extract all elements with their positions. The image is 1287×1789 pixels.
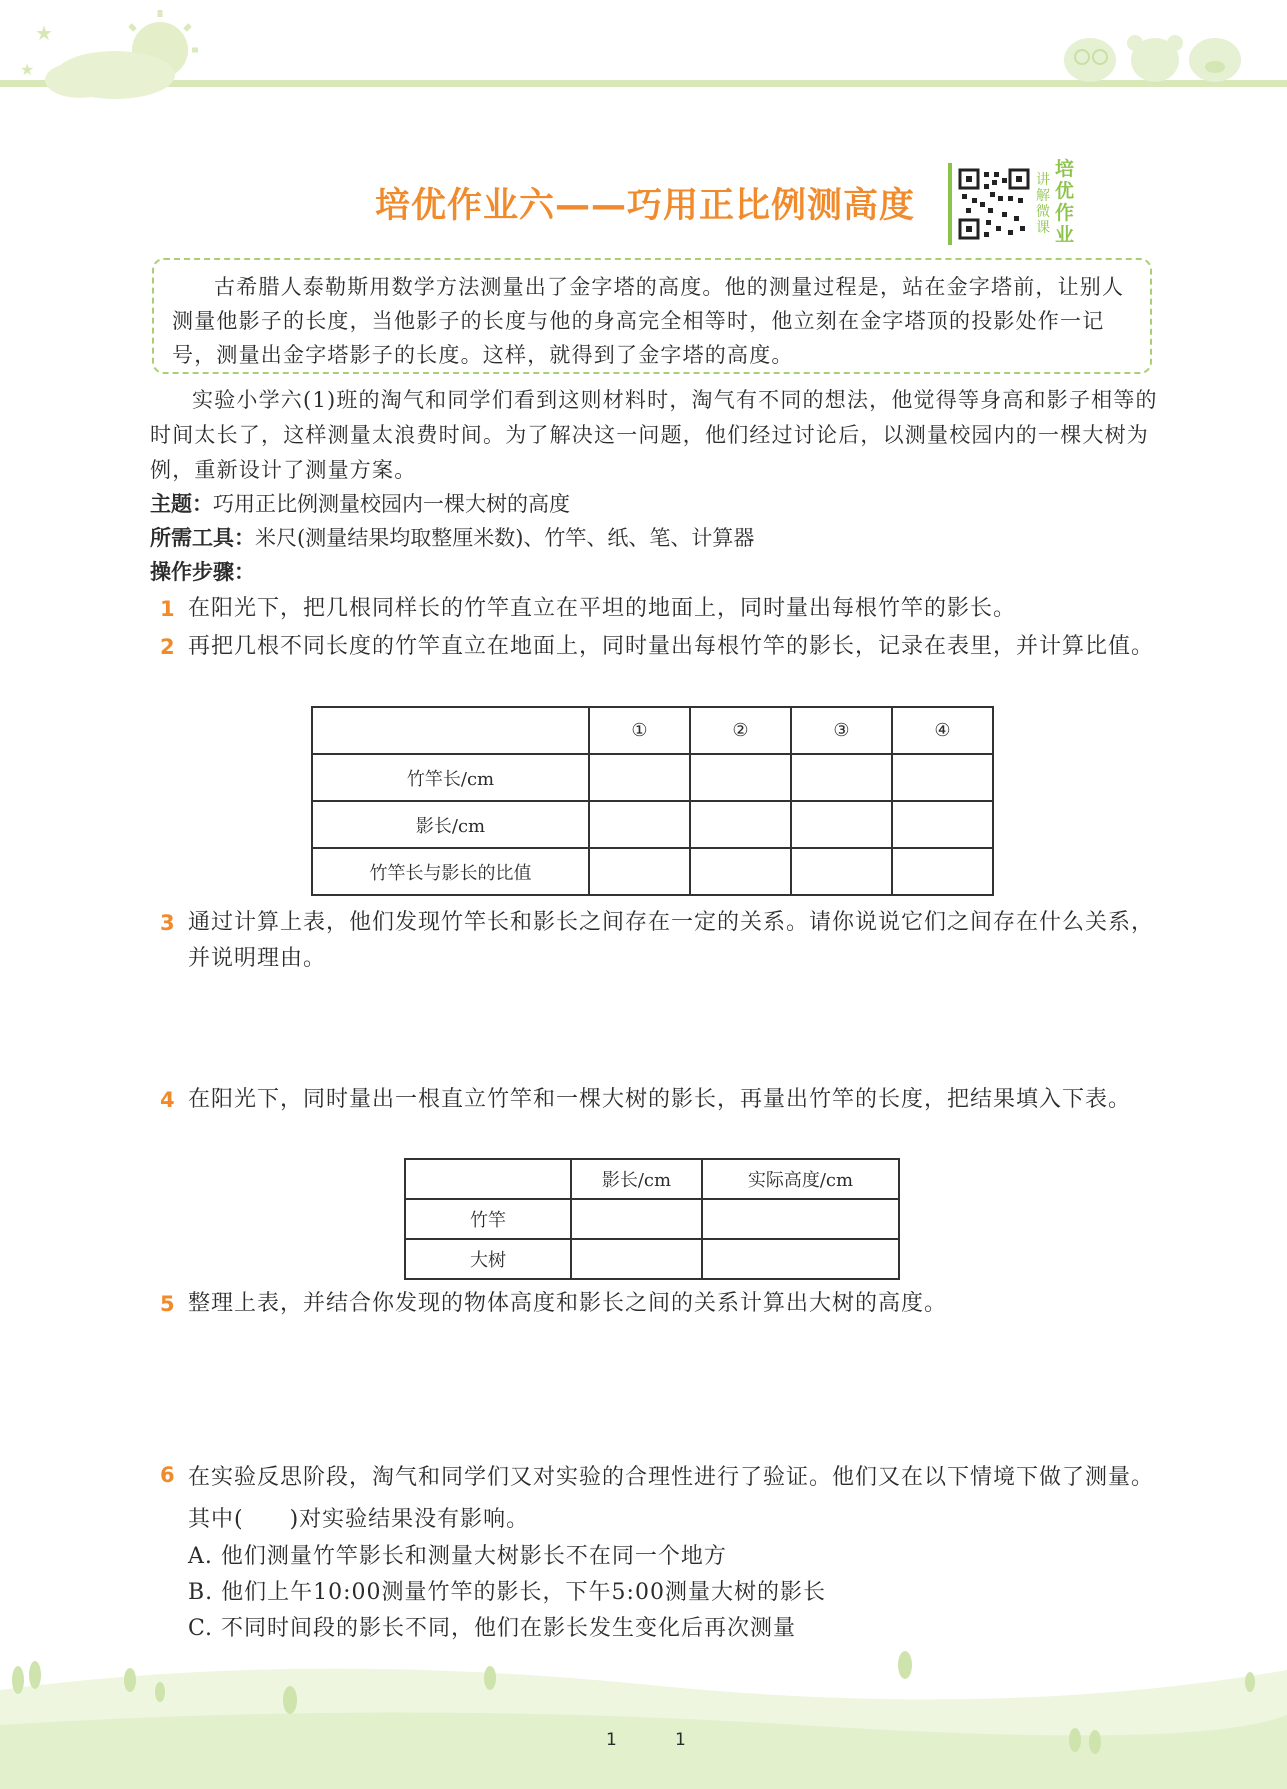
- topic-label: 主题：: [150, 492, 213, 516]
- page-title: 培优作业六——巧用正比例测高度: [375, 186, 916, 226]
- step-text: 在实验反思阶段，淘气和同学们又对实验的合理性进行了验证。他们又在以下情境下做了测量。其中( )对实验结果没有影响。: [188, 1465, 1155, 1532]
- option-c[interactable]: C. 不同时间段的影长不同，他们在影长发生变化后再次测量: [188, 1616, 797, 1641]
- intro-text: 古希腊人泰勒斯用数学方法测量出了金字塔的高度。他的测量过程是，站在金字塔前，让别人测量他影子的长度，当他影子的长度与他的身高完全相等时，他立刻在金字塔顶的投影处作一记号，测量出金字塔影子的长度。这样，就得到了金字塔的高度。: [172, 275, 1125, 367]
- topic-text: 巧用正比例测量校园内一棵大树的高度: [213, 492, 570, 516]
- table-row-label: 竹竿: [405, 1199, 571, 1239]
- topic-line: [150, 487, 570, 521]
- table-header: ②: [690, 707, 791, 754]
- qr-code-frame: [948, 163, 1032, 245]
- table-cell[interactable]: [892, 754, 993, 801]
- tree-shadow-table: [404, 1158, 900, 1280]
- steps-label: 操作步骤：: [150, 560, 255, 584]
- table-cell[interactable]: [690, 754, 791, 801]
- step-number: 3: [160, 911, 175, 935]
- tools-label: 所需工具：: [150, 526, 255, 550]
- step-text: 再把几根不同长度的竹竿直立在地面上，同时量出每根竹竿的影长，记录在表里，并计算比值。: [188, 634, 1155, 659]
- table-row-label: 竹竿长与影长的比值: [312, 848, 589, 895]
- story-text: 实验小学六(1)班的淘气和同学们看到这则材料时，淘气有不同的想法，他觉得等身高和影子相等的时间太长了，这样测量太浪费时间。为了解决这一问题，他们经过讨论后，以测量校园内的一棵大树为例，重新设计了测量方案。: [150, 388, 1158, 482]
- step-number: 5: [160, 1292, 175, 1316]
- bamboo-shadow-table: [311, 706, 994, 896]
- table-cell[interactable]: [791, 801, 892, 848]
- table-row-label: 影长/cm: [312, 801, 589, 848]
- table-header: 实际高度/cm: [702, 1159, 899, 1199]
- step-text: 通过计算上表，他们发现竹竿长和影长之间存在一定的关系。请你说说它们之间存在什么关系，并说明理由。: [188, 910, 1155, 971]
- option-b[interactable]: B. 他们上午10:00测量竹竿的影长，下午5:00测量大树的影长: [188, 1580, 826, 1605]
- table-header: ①: [589, 707, 690, 754]
- table-cell[interactable]: [892, 801, 993, 848]
- qr-label-homework: 培优作业: [1055, 158, 1075, 246]
- table-cell[interactable]: [589, 754, 690, 801]
- qr-label-micro-lesson: 讲解微课: [1036, 172, 1050, 236]
- steps-heading: [150, 555, 255, 589]
- table-cell[interactable]: [702, 1199, 899, 1239]
- sun-cloud-decoration: [10, 5, 200, 115]
- qr-code-icon: [958, 168, 1030, 240]
- table-header: ④: [892, 707, 993, 754]
- table-header: 影长/cm: [571, 1159, 702, 1199]
- animal-faces-decoration: [1060, 25, 1260, 85]
- step-number: 4: [160, 1088, 175, 1112]
- step-number: 1: [160, 597, 175, 621]
- option-a[interactable]: A. 他们测量竹竿影长和测量大树影长不在同一个地方: [188, 1544, 727, 1569]
- tools-text: 米尺(测量结果均取整厘米数)、竹竿、纸、笔、计算器: [255, 526, 755, 550]
- table-cell[interactable]: [571, 1239, 702, 1279]
- table-cell[interactable]: [791, 754, 892, 801]
- svg-text:★: ★: [20, 60, 35, 79]
- table-cell[interactable]: [589, 801, 690, 848]
- step-text: 在阳光下，把几根同样长的竹竿直立在平坦的地面上，同时量出每根竹竿的影长。: [188, 596, 1017, 621]
- table-cell[interactable]: [690, 801, 791, 848]
- table-cell[interactable]: [892, 848, 993, 895]
- table-cell[interactable]: [791, 848, 892, 895]
- step-number: 6: [160, 1463, 175, 1487]
- footer-landscape-decoration: [0, 1630, 1287, 1789]
- table-cell[interactable]: [690, 848, 791, 895]
- intro-box: [152, 258, 1152, 374]
- step-number: 2: [160, 635, 175, 659]
- table-row-label: 竹竿长/cm: [312, 754, 589, 801]
- page-number: 1: [675, 1730, 686, 1750]
- table-header: ③: [791, 707, 892, 754]
- table-corner: [312, 707, 589, 754]
- tools-line: [150, 521, 754, 555]
- story-paragraph: [150, 383, 1160, 488]
- step-text: 整理上表，并结合你发现的物体高度和影长之间的关系计算出大树的高度。: [188, 1291, 948, 1316]
- table-row-label: 大树: [405, 1239, 571, 1279]
- svg-text:★: ★: [35, 21, 53, 45]
- step-text: 在阳光下，同时量出一根直立竹竿和一棵大树的影长，再量出竹竿的长度，把结果填入下表。: [188, 1087, 1132, 1112]
- table-corner: [405, 1159, 571, 1199]
- page-number: 1: [606, 1730, 617, 1750]
- table-cell[interactable]: [589, 848, 690, 895]
- table-cell[interactable]: [702, 1239, 899, 1279]
- table-cell[interactable]: [571, 1199, 702, 1239]
